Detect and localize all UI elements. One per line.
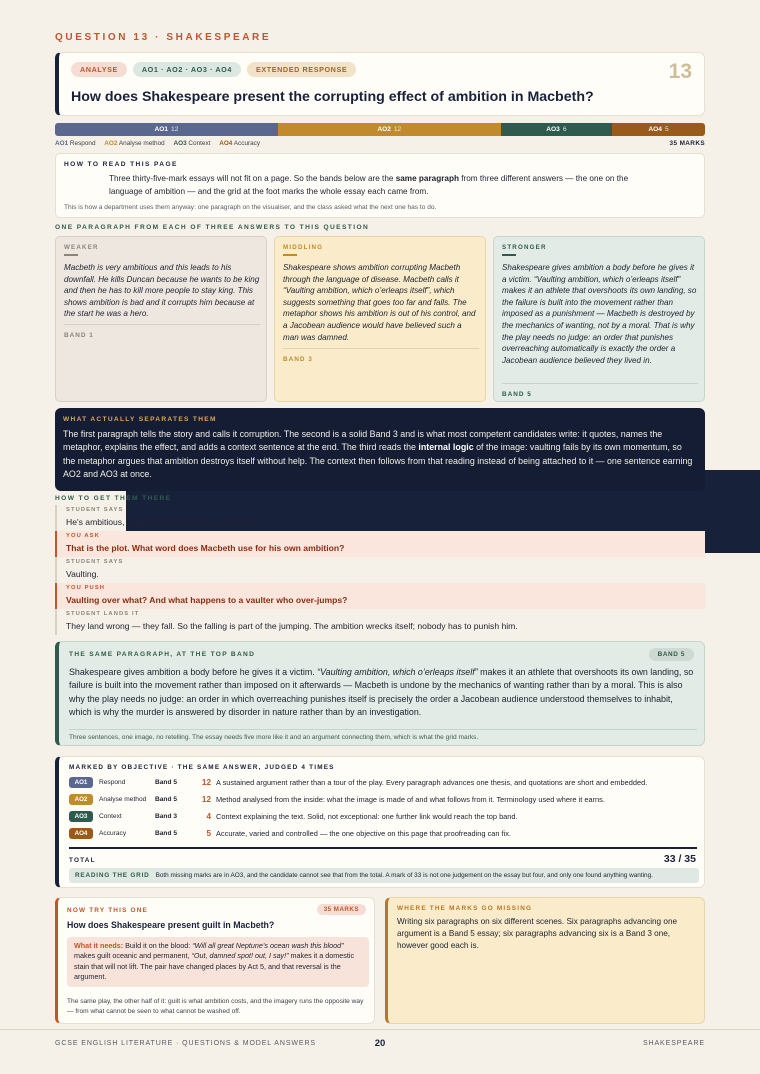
legend-name: Respond: [69, 140, 96, 147]
question-title: How does Shakespeare present the corrupting effect of ambition in Macbeth?: [71, 89, 594, 105]
footer-rule: [0, 1029, 760, 1030]
objective-comment: A sustained argument rather than a tour of the play. Every paragraph advances one thesis, and quotations are short and embedded.: [216, 778, 648, 787]
dialogue-turn: [55, 531, 705, 557]
try-question: How does Shakespeare present guilt in Macbeth?: [67, 920, 275, 930]
how-to-read-note: This is how a department uses them anyway: one paragraph on the visualiser, and the class asked what the next one has to do.: [64, 204, 437, 211]
dialogue-speaker: STUDENT LANDS IT: [66, 611, 140, 617]
objective-row: [69, 777, 697, 789]
objective-code: AO1: [69, 777, 93, 788]
type-tag: EXTENDED RESPONSE: [247, 62, 356, 77]
total-value: 33 / 35: [663, 853, 696, 865]
text-part: makes guilt oceanic and permanent,: [74, 951, 192, 961]
text-part: The first paragraph tells the story and calls it corruption. The second is a solid Band 3 and is what most competent candidates write: it quotes, names the metaphor, explains the effect, and adds a context sentence at the end. The third reads the: [63, 429, 663, 453]
try-this-panel: [55, 897, 375, 1024]
marks-segment-ao1: [55, 123, 278, 136]
objective-name: Respond: [99, 779, 126, 786]
separates-label: WHAT ACTUALLY SEPARATES THEM: [63, 416, 217, 423]
marks-total: 35 MARKS: [669, 140, 705, 147]
objective-band: Band 5: [155, 779, 177, 786]
objective-comment: Method analysed from the inside: what the image is made of and what follows from it. Terminology used where it earns.: [216, 795, 605, 804]
objective-code: AO4: [69, 828, 93, 839]
marks-missing-panel: [385, 897, 705, 1024]
dialogue-turn: [55, 583, 705, 609]
dialogue-line: That is the plot. What word does Macbeth use for his own ambition?: [66, 543, 345, 553]
question-number: 13: [668, 60, 692, 83]
dialogue-speaker: STUDENT SAYS: [66, 507, 124, 513]
objective-name: Analyse method: [99, 796, 147, 803]
try-needs-box: [67, 937, 369, 987]
dialogue-line: Vaulting.: [66, 569, 99, 579]
legend-code: AO3: [173, 140, 187, 147]
total-label: TOTAL: [69, 857, 96, 864]
segment-label: AO1: [154, 126, 169, 133]
text-part: Shakespeare gives ambition a body before he gives it a victim.: [69, 667, 318, 677]
answer-text: Shakespeare gives ambition a body before he gives it a victim. “Vaulting ambition, which o’erleaps itself” makes it an athlete that overshoots its own landing, so the failure is built into the movement rather than imposed as a punishment — Macbeth is destroyed by the mechanics of wanting, not by a moral. That is why the play needs no judge: an order that punishes overreaching automatically is exactly the order a Jacobean audience believed they lived in.: [502, 263, 697, 365]
objectives-label: MARKED BY OBJECTIVE · THE SAME ANSWER, JUDGED 4 TIMES: [69, 764, 335, 771]
dialogue-turn: [55, 505, 705, 531]
dialogue-speaker: STUDENT SAYS: [66, 559, 124, 565]
objective-mark: 5: [206, 829, 211, 838]
legend-name: Context: [188, 140, 211, 147]
text-quote: “Out, damned spot! out, I say!”: [191, 951, 289, 961]
dialogue-section-label: HOW TO GET THEM THERE: [55, 495, 172, 502]
legend-code: AO2: [104, 140, 118, 147]
dialogue-line: He's ambitious, so he kills the king and it ruins him.: [66, 517, 261, 527]
missing-text: Writing six paragraphs on six different scenes. Six paragraphs advancing one argument is a Band 5 essay; six paragraphs advancing six is a Band 3 one, however good each is.: [397, 917, 678, 951]
stronger-answer-card: [493, 236, 705, 402]
separates-panel: [55, 408, 705, 491]
try-note: The same play, the other half of it: guilt is what ambition costs, and the imagery runs the opposite way — from what cannot be seen to what cannot be washed off.: [67, 998, 364, 1015]
objective-row: [69, 811, 697, 823]
segment-value: 12: [171, 126, 179, 133]
answer-label: WEAKER: [64, 244, 99, 251]
text-part: Build it on the blood:: [123, 941, 193, 950]
marks-bar: [55, 123, 705, 136]
how-to-read-text: [109, 173, 654, 198]
top-band-label: THE SAME PARAGRAPH, AT THE TOP BAND: [69, 651, 256, 658]
objective-row: [69, 828, 697, 840]
needs-label: What it needs:: [74, 941, 124, 950]
try-label: NOW TRY THIS ONE: [67, 907, 148, 914]
legend-item: [173, 140, 210, 147]
top-band-text: [69, 666, 697, 720]
grid-label: READING THE GRID: [75, 872, 150, 879]
dialogue-speaker: YOU ASK: [66, 533, 100, 539]
top-band-badge: BAND 5: [649, 648, 694, 661]
footer-book-title: GCSE ENGLISH LITERATURE · QUESTIONS & MODEL ANSWERS: [55, 1040, 316, 1047]
total-rule: [69, 847, 697, 849]
segment-value: 12: [393, 126, 402, 133]
question-tags: [71, 62, 356, 77]
segment-label: AO4: [648, 126, 662, 133]
answer-band: BAND 3: [283, 348, 479, 363]
text-part: of the image: vaulting fails by its own momentum, so the metaphor argues that ambition destroys itself without help. The context then follows from that reading instead of being attached to it — one sentence earning AO2 and AO3 at once.: [63, 442, 693, 480]
marks-legend: [55, 140, 705, 147]
legend-item: [104, 140, 164, 147]
text-part: Three thirty-five-mark essays will not fit on a page. So the bands below are the: [109, 174, 396, 183]
dialogue-line: Vaulting over what? And what happens to a vaulter who over-jumps?: [66, 595, 348, 605]
answer-text: Shakespeare shows ambition corrupting Macbeth through the language of disease. Macbeth calls it “Vaulting ambition, which o’erleaps itself”, which suggests something that goes too far and falls. The metaphor shows his ambition is out of his control, and a Jacobean audience would have believed such a man was damned.: [283, 263, 476, 342]
objective-code: AO3: [69, 811, 93, 822]
dialogue-line: They land wrong — they fall. So the falling is part of the jumping. The ambition wrecks itself; nobody has to punish him.: [66, 621, 518, 631]
command-tag: ANALYSE: [71, 62, 127, 77]
text-quote: “Will all great Neptune’s ocean wash this blood”: [192, 941, 344, 950]
weaker-answer-card: [55, 236, 267, 402]
missing-label: WHERE THE MARKS GO MISSING: [397, 905, 533, 912]
grid-text: Both missing marks are in AO3, and the candidate cannot see that from the total. A mark of 33 is not one judgement on the essay but four, and only one found anything wanting.: [155, 872, 653, 879]
objective-comment: Accurate, varied and controlled — the one objective on this page that proofreading can fix.: [216, 829, 511, 838]
legend-name: Analyse method: [118, 140, 165, 147]
objective-name: Accuracy: [99, 830, 127, 837]
segment-value: 6: [562, 126, 567, 133]
objective-band: Band 5: [155, 796, 177, 803]
question-card: [55, 52, 705, 116]
objective-mark: 4: [206, 812, 211, 821]
segment-value: 5: [664, 126, 669, 133]
objective-row: [69, 794, 697, 806]
text-quote: “Vaulting ambition, which o’erleaps itself”: [317, 667, 478, 677]
answers-section-label: ONE PARAGRAPH FROM EACH OF THREE ANSWERS TO THIS QUESTION: [55, 224, 370, 231]
text-part: makes it an athlete that overshoots its own landing, so failure is built into the movement rather than imposed on it afterwards — Macbeth is undone by the mechanics of wanting rather than by a moral. This is also why the play needs no judge: an order in which overreaching punishes itself is precisely the order a Jacobean audience understood themselves to inhabit, which is why the murder is answered by disorder in nature rather than by an investigation.: [69, 667, 694, 718]
label-rule: [283, 254, 297, 256]
legend-code: AO1: [55, 140, 69, 147]
legend-name: Accuracy: [233, 140, 261, 147]
answer-text: Macbeth is very ambitious and this leads to his downfall. He kills Duncan because he wants to be king and then he has to kill more people to stay king. This shows ambition is bad and it corrupts him because at the start he was a hero.: [64, 263, 260, 319]
answer-band: BAND 1: [64, 324, 260, 339]
how-to-read-panel: [55, 153, 705, 218]
text-emphasis: same paragraph: [395, 174, 459, 183]
dialogue-speaker: YOU PUSH: [66, 585, 106, 591]
objective-comment: Context explaining the text. Solid, not exceptional: one further link would reach the top band.: [216, 812, 518, 821]
marks-segment-ao2: [278, 123, 501, 136]
try-marks-badge: 35 MARKS: [317, 904, 366, 915]
text-part: from three different answers — the one on the language of ambition — and the grid at the foot marks the whole essay each came from.: [109, 174, 629, 196]
how-to-read-label: HOW TO READ THIS PAGE: [64, 161, 178, 168]
dialogue-turn: [55, 609, 705, 635]
label-rule: [64, 254, 78, 256]
objective-mark: 12: [201, 778, 211, 787]
objectives-tag: AO1 · AO2 · AO3 · AO4: [133, 62, 241, 77]
middling-answer-card: [274, 236, 486, 402]
objective-band: Band 3: [155, 813, 177, 820]
marks-segment-ao3: [501, 123, 612, 136]
dialogue-turn: [55, 557, 705, 583]
footer-section: SHAKESPEARE: [642, 1040, 705, 1047]
text-emphasis: internal logic: [418, 442, 474, 453]
text-part: makes it a domestic stain that will not lift. The pair have changed places by Act 5, and that reversal is the argument.: [74, 951, 355, 982]
legend-item: [219, 140, 260, 147]
top-band-note: Three sentences, one image, no retelling. The essay needs five more like it and an argument connecting them, which is what the grid marks.: [69, 729, 697, 741]
segment-label: AO2: [377, 126, 391, 133]
legend-item: [55, 140, 96, 147]
marks-segment-ao4: [612, 123, 705, 136]
answer-band: BAND 5: [502, 383, 698, 398]
label-rule: [502, 254, 516, 256]
objective-mark: 12: [201, 795, 211, 804]
objective-code: AO2: [69, 794, 93, 805]
objective-band: Band 5: [155, 830, 177, 837]
objective-name: Context: [99, 813, 122, 820]
answer-label: MIDDLING: [283, 244, 324, 251]
segment-label: AO3: [546, 126, 560, 133]
separates-text: [63, 428, 695, 482]
legend-code: AO4: [219, 140, 233, 147]
top-band-panel: [55, 641, 705, 746]
objectives-panel: [55, 756, 705, 888]
page-number: 20: [374, 1038, 386, 1049]
reading-the-grid: [69, 868, 699, 883]
question-kicker: QUESTION 13 · SHAKESPEARE: [55, 32, 272, 43]
answer-label: STRONGER: [502, 244, 547, 251]
